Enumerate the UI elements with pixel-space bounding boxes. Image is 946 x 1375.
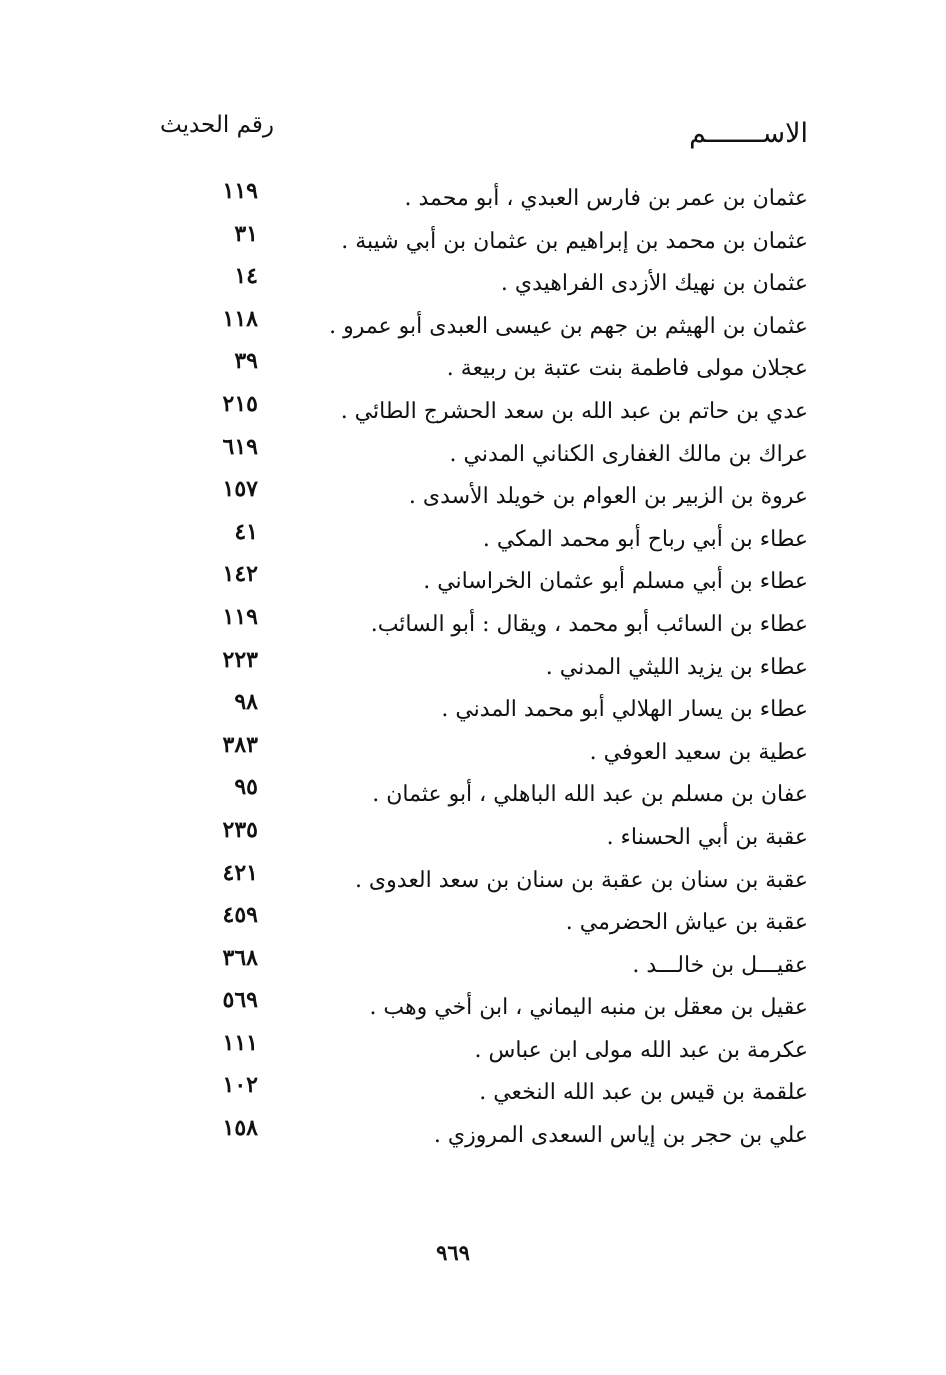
list-item — [0, 902, 946, 945]
hadith-number: ٣٨٣ — [222, 731, 258, 758]
narrator-name: عقبة بن سنان بن عقبة بن سنان بن سعد العدوى . — [354, 867, 808, 893]
list-item — [0, 817, 946, 860]
narrator-name: عقبة بن عياش الحضرمي . — [565, 910, 808, 936]
page-number: ٩٦٩ — [436, 1240, 470, 1265]
hadith-number: ٤٢١ — [222, 859, 258, 886]
list-item — [0, 987, 946, 1030]
list-item — [0, 178, 946, 221]
narrator-name: عطية بن سعيد العوفي . — [589, 739, 808, 765]
narrator-name: عثمان بن عمر بن فارس العبدي ، أبو محمد . — [404, 186, 808, 211]
list-item — [0, 860, 946, 903]
narrator-name: علي بن حجر بن إياس السعدى المروزي . — [433, 1123, 808, 1149]
narrator-name: عقيـــل بن خالـــد . — [632, 952, 808, 978]
narrator-name: عراك بن مالك الغفارى الكناني المدني . — [449, 441, 808, 467]
list-item — [0, 221, 946, 264]
hadith-number: ١١٨ — [222, 305, 258, 332]
hadith-number: ٣١ — [234, 220, 258, 247]
hadith-number: ١٥٧ — [222, 476, 258, 503]
hadith-number: ٢١٥ — [222, 390, 258, 417]
list-item — [0, 519, 946, 562]
narrator-name: عثمان بن نهيك الأزدى الفراهيدي . — [500, 271, 808, 297]
narrator-name: عثمان بن محمد بن إبراهيم بن عثمان بن أبي شيبة . — [341, 228, 808, 254]
narrator-name: عطاء بن أبي مسلم أبو عثمان الخراساني . — [423, 569, 808, 595]
index-entries — [0, 178, 946, 1158]
narrator-name: عدي بن حاتم بن عبد الله بن سعد الحشرج الطائي . — [340, 398, 808, 424]
list-item — [0, 391, 946, 434]
list-item — [0, 647, 946, 690]
narrator-name: عثمان بن الهيثم بن جهم بن عيسى العبدى أبو عمرو . — [329, 313, 808, 339]
narrator-name: عروة بن الزبير بن العوام بن خويلد الأسدى . — [408, 484, 808, 510]
hadith-number: ٤١ — [234, 518, 258, 545]
hadith-number: ٥٦٩ — [222, 987, 258, 1014]
list-item — [0, 732, 946, 775]
narrator-name: عفان بن مسلم بن عبد الله الباهلي ، أبو عثمان . — [372, 782, 808, 808]
list-item — [0, 348, 946, 391]
hadith-number: ١٠٢ — [222, 1072, 258, 1099]
list-item — [0, 604, 946, 647]
list-item — [0, 689, 946, 732]
narrator-name: عجلان مولى فاطمة بنت عتبة بن ربيعة . — [446, 356, 808, 382]
list-item — [0, 774, 946, 817]
hadith-number: ٣٩ — [234, 348, 258, 375]
hadith-number-column-header: رقم الحديث — [160, 112, 275, 138]
narrator-name: عطاء بن يسار الهلالي أبو محمد المدني . — [441, 697, 808, 723]
narrator-name: عطاء بن يزيد الليثي المدني . — [545, 654, 808, 680]
narrator-name: عطاء بن أبي رباح أبو محمد المكي . — [482, 526, 808, 552]
narrator-name: عقبة بن أبي الحسناء . — [606, 824, 808, 850]
hadith-number: ١٤ — [234, 263, 258, 290]
hadith-number: ٩٥ — [234, 774, 258, 801]
list-item — [0, 306, 946, 349]
list-item — [0, 1115, 946, 1158]
hadith-number: ١١٩ — [222, 603, 258, 630]
hadith-number: ١١٩ — [222, 178, 258, 204]
hadith-number: ٢٢٣ — [222, 646, 258, 673]
list-item — [0, 263, 946, 306]
narrator-name: عكرمة بن عبد الله مولى ابن عباس . — [474, 1037, 808, 1063]
narrator-name: عطاء بن السائب أبو محمد ، ويقال : أبو السائب. — [370, 611, 808, 637]
list-item — [0, 945, 946, 988]
list-item — [0, 1030, 946, 1073]
hadith-number: ١٤٢ — [222, 561, 258, 588]
narrator-name: عقيل بن معقل بن منبه اليماني ، ابن أخي وهب . — [369, 995, 808, 1021]
hadith-number: ١١١ — [222, 1029, 258, 1056]
list-item — [0, 561, 946, 604]
list-item — [0, 1072, 946, 1115]
list-item — [0, 434, 946, 477]
hadith-number: ٤٥٩ — [222, 902, 258, 929]
hadith-number: ٦١٩ — [222, 433, 258, 460]
hadith-number: ١٥٨ — [222, 1115, 258, 1142]
hadith-number: ٣٦٨ — [222, 944, 258, 971]
hadith-number: ٢٣٥ — [222, 816, 258, 843]
list-item — [0, 476, 946, 519]
narrator-name: علقمة بن قيس بن عبد الله النخعي . — [479, 1080, 808, 1106]
name-column-header: الاســـــــم — [689, 118, 808, 149]
hadith-number: ٩٨ — [234, 689, 258, 716]
